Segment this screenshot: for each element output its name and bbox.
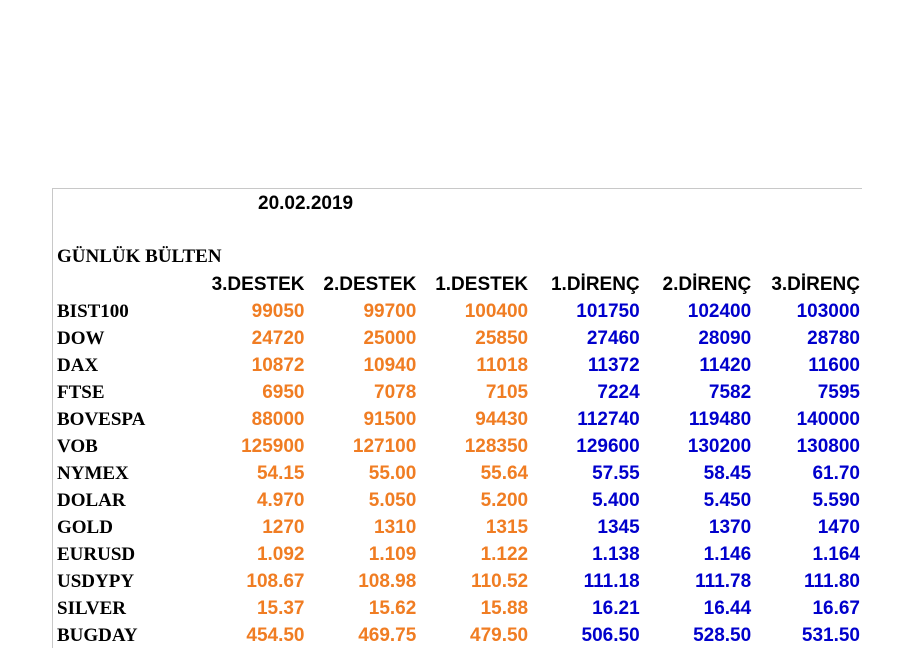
support-value: 99050 <box>251 301 305 322</box>
resistance-value: 16.44 <box>703 598 752 619</box>
resistance-value: 531.50 <box>801 625 860 646</box>
support-value: 10872 <box>251 355 305 376</box>
header-support-1: 1.DESTEK <box>435 274 529 295</box>
resistance-value: 102400 <box>687 301 752 322</box>
levels-table <box>53 271 862 649</box>
resistance-value: 11600 <box>808 355 860 376</box>
instrument-name: BIST100 <box>57 301 129 322</box>
support-value: 15.88 <box>480 598 529 619</box>
resistance-value: 7595 <box>817 382 860 403</box>
support-value: 479.50 <box>470 625 529 646</box>
support-value: 55.64 <box>480 463 529 484</box>
support-value: 5.200 <box>480 490 529 511</box>
resistance-value: 1.138 <box>592 544 640 565</box>
table-row <box>53 352 862 379</box>
support-value: 454.50 <box>246 625 305 646</box>
header-support-3: 3.DESTEK <box>211 274 305 295</box>
table-row <box>53 622 862 649</box>
support-value: 108.67 <box>246 571 305 592</box>
header-support-2: 2.DESTEK <box>323 274 417 295</box>
support-value: 15.37 <box>256 598 305 619</box>
support-value: 5.050 <box>368 490 417 511</box>
support-value: 1.122 <box>480 544 529 565</box>
resistance-value: 130200 <box>687 436 752 457</box>
support-value: 15.62 <box>368 598 417 619</box>
table-row <box>53 541 862 568</box>
resistance-value: 111.78 <box>695 571 752 592</box>
support-value: 127100 <box>352 436 417 457</box>
support-value: 25850 <box>475 328 529 349</box>
resistance-value: 111.18 <box>583 571 640 592</box>
header-resistance-2: 2.DİRENÇ <box>662 274 752 295</box>
resistance-value: 11372 <box>587 355 640 376</box>
instrument-name: GOLD <box>57 517 113 538</box>
table-row <box>53 298 862 325</box>
instrument-name: BOVESPA <box>57 409 146 430</box>
table-row <box>53 406 862 433</box>
resistance-value: 27460 <box>586 328 640 349</box>
resistance-value: 1470 <box>817 517 860 538</box>
instrument-name: DOW <box>57 328 105 349</box>
table-row <box>53 379 862 406</box>
support-value: 7105 <box>485 382 529 403</box>
resistance-value: 1345 <box>597 517 640 538</box>
support-value: 4.970 <box>256 490 305 511</box>
resistance-value: 16.67 <box>812 598 860 619</box>
resistance-value: 61.70 <box>812 463 860 484</box>
header-resistance-1: 1.DİRENÇ <box>550 274 640 295</box>
support-value: 125900 <box>241 436 305 457</box>
support-value: 1270 <box>262 517 305 538</box>
resistance-value: 1.146 <box>703 544 752 565</box>
support-value: 469.75 <box>358 625 417 646</box>
bulletin-sheet <box>52 188 862 648</box>
support-value: 6950 <box>262 382 305 403</box>
resistance-value: 119480 <box>688 409 752 430</box>
table-row <box>53 460 862 487</box>
table-row <box>53 487 862 514</box>
instrument-name: EURUSD <box>57 544 136 565</box>
support-value: 24720 <box>251 328 305 349</box>
resistance-value: 506.50 <box>581 625 640 646</box>
resistance-value: 130800 <box>796 436 860 457</box>
support-value: 128350 <box>464 436 529 457</box>
header-row <box>53 271 862 298</box>
table-row <box>53 595 862 622</box>
support-value: 10940 <box>363 355 417 376</box>
instrument-name: DOLAR <box>57 490 126 511</box>
resistance-value: 28780 <box>807 328 860 349</box>
bulletin-date: 20.02.2019 <box>258 193 354 214</box>
header-resistance-3: 3.DİRENÇ <box>771 274 860 295</box>
support-value: 11018 <box>476 355 529 376</box>
support-value: 7078 <box>374 382 417 403</box>
support-value: 55.00 <box>368 463 417 484</box>
support-value: 1310 <box>374 517 417 538</box>
resistance-value: 1370 <box>708 517 752 538</box>
resistance-value: 5.590 <box>812 490 860 511</box>
instrument-name: VOB <box>57 436 98 457</box>
instrument-name: DAX <box>57 355 99 376</box>
resistance-value: 101750 <box>576 301 640 322</box>
support-value: 1.092 <box>256 544 305 565</box>
instrument-name: FTSE <box>57 382 105 403</box>
bulletin-title: GÜNLÜK BÜLTEN <box>57 246 222 267</box>
table-row <box>53 325 862 352</box>
resistance-value: 140000 <box>796 409 860 430</box>
instrument-name: USDYPY <box>57 571 135 592</box>
resistance-value: 103000 <box>796 301 860 322</box>
header-blank <box>53 271 195 298</box>
instrument-name: SILVER <box>57 598 127 619</box>
instrument-name: NYMEX <box>57 463 129 484</box>
resistance-value: 7224 <box>597 382 640 403</box>
table-row <box>53 514 862 541</box>
resistance-value: 11420 <box>699 355 752 376</box>
resistance-value: 528.50 <box>693 625 752 646</box>
instrument-name: BUGDAY <box>57 625 138 646</box>
resistance-value: 57.55 <box>592 463 640 484</box>
support-value: 25000 <box>363 328 417 349</box>
resistance-value: 5.400 <box>592 490 640 511</box>
table-row <box>53 568 862 595</box>
resistance-value: 129600 <box>576 436 640 457</box>
support-value: 54.15 <box>256 463 305 484</box>
resistance-value: 7582 <box>708 382 752 403</box>
support-value: 1315 <box>485 517 529 538</box>
support-value: 91500 <box>363 409 417 430</box>
support-value: 99700 <box>363 301 417 322</box>
support-value: 110.52 <box>471 571 529 592</box>
support-value: 88000 <box>251 409 305 430</box>
resistance-value: 58.45 <box>703 463 752 484</box>
support-value: 1.109 <box>368 544 417 565</box>
resistance-value: 112740 <box>577 409 640 430</box>
resistance-value: 5.450 <box>703 490 752 511</box>
support-value: 94430 <box>475 409 529 430</box>
resistance-value: 16.21 <box>592 598 640 619</box>
resistance-value: 1.164 <box>812 544 860 565</box>
resistance-value: 28090 <box>698 328 752 349</box>
support-value: 108.98 <box>358 571 417 592</box>
support-value: 100400 <box>464 301 529 322</box>
resistance-value: 111.80 <box>803 571 860 592</box>
table-row <box>53 433 862 460</box>
